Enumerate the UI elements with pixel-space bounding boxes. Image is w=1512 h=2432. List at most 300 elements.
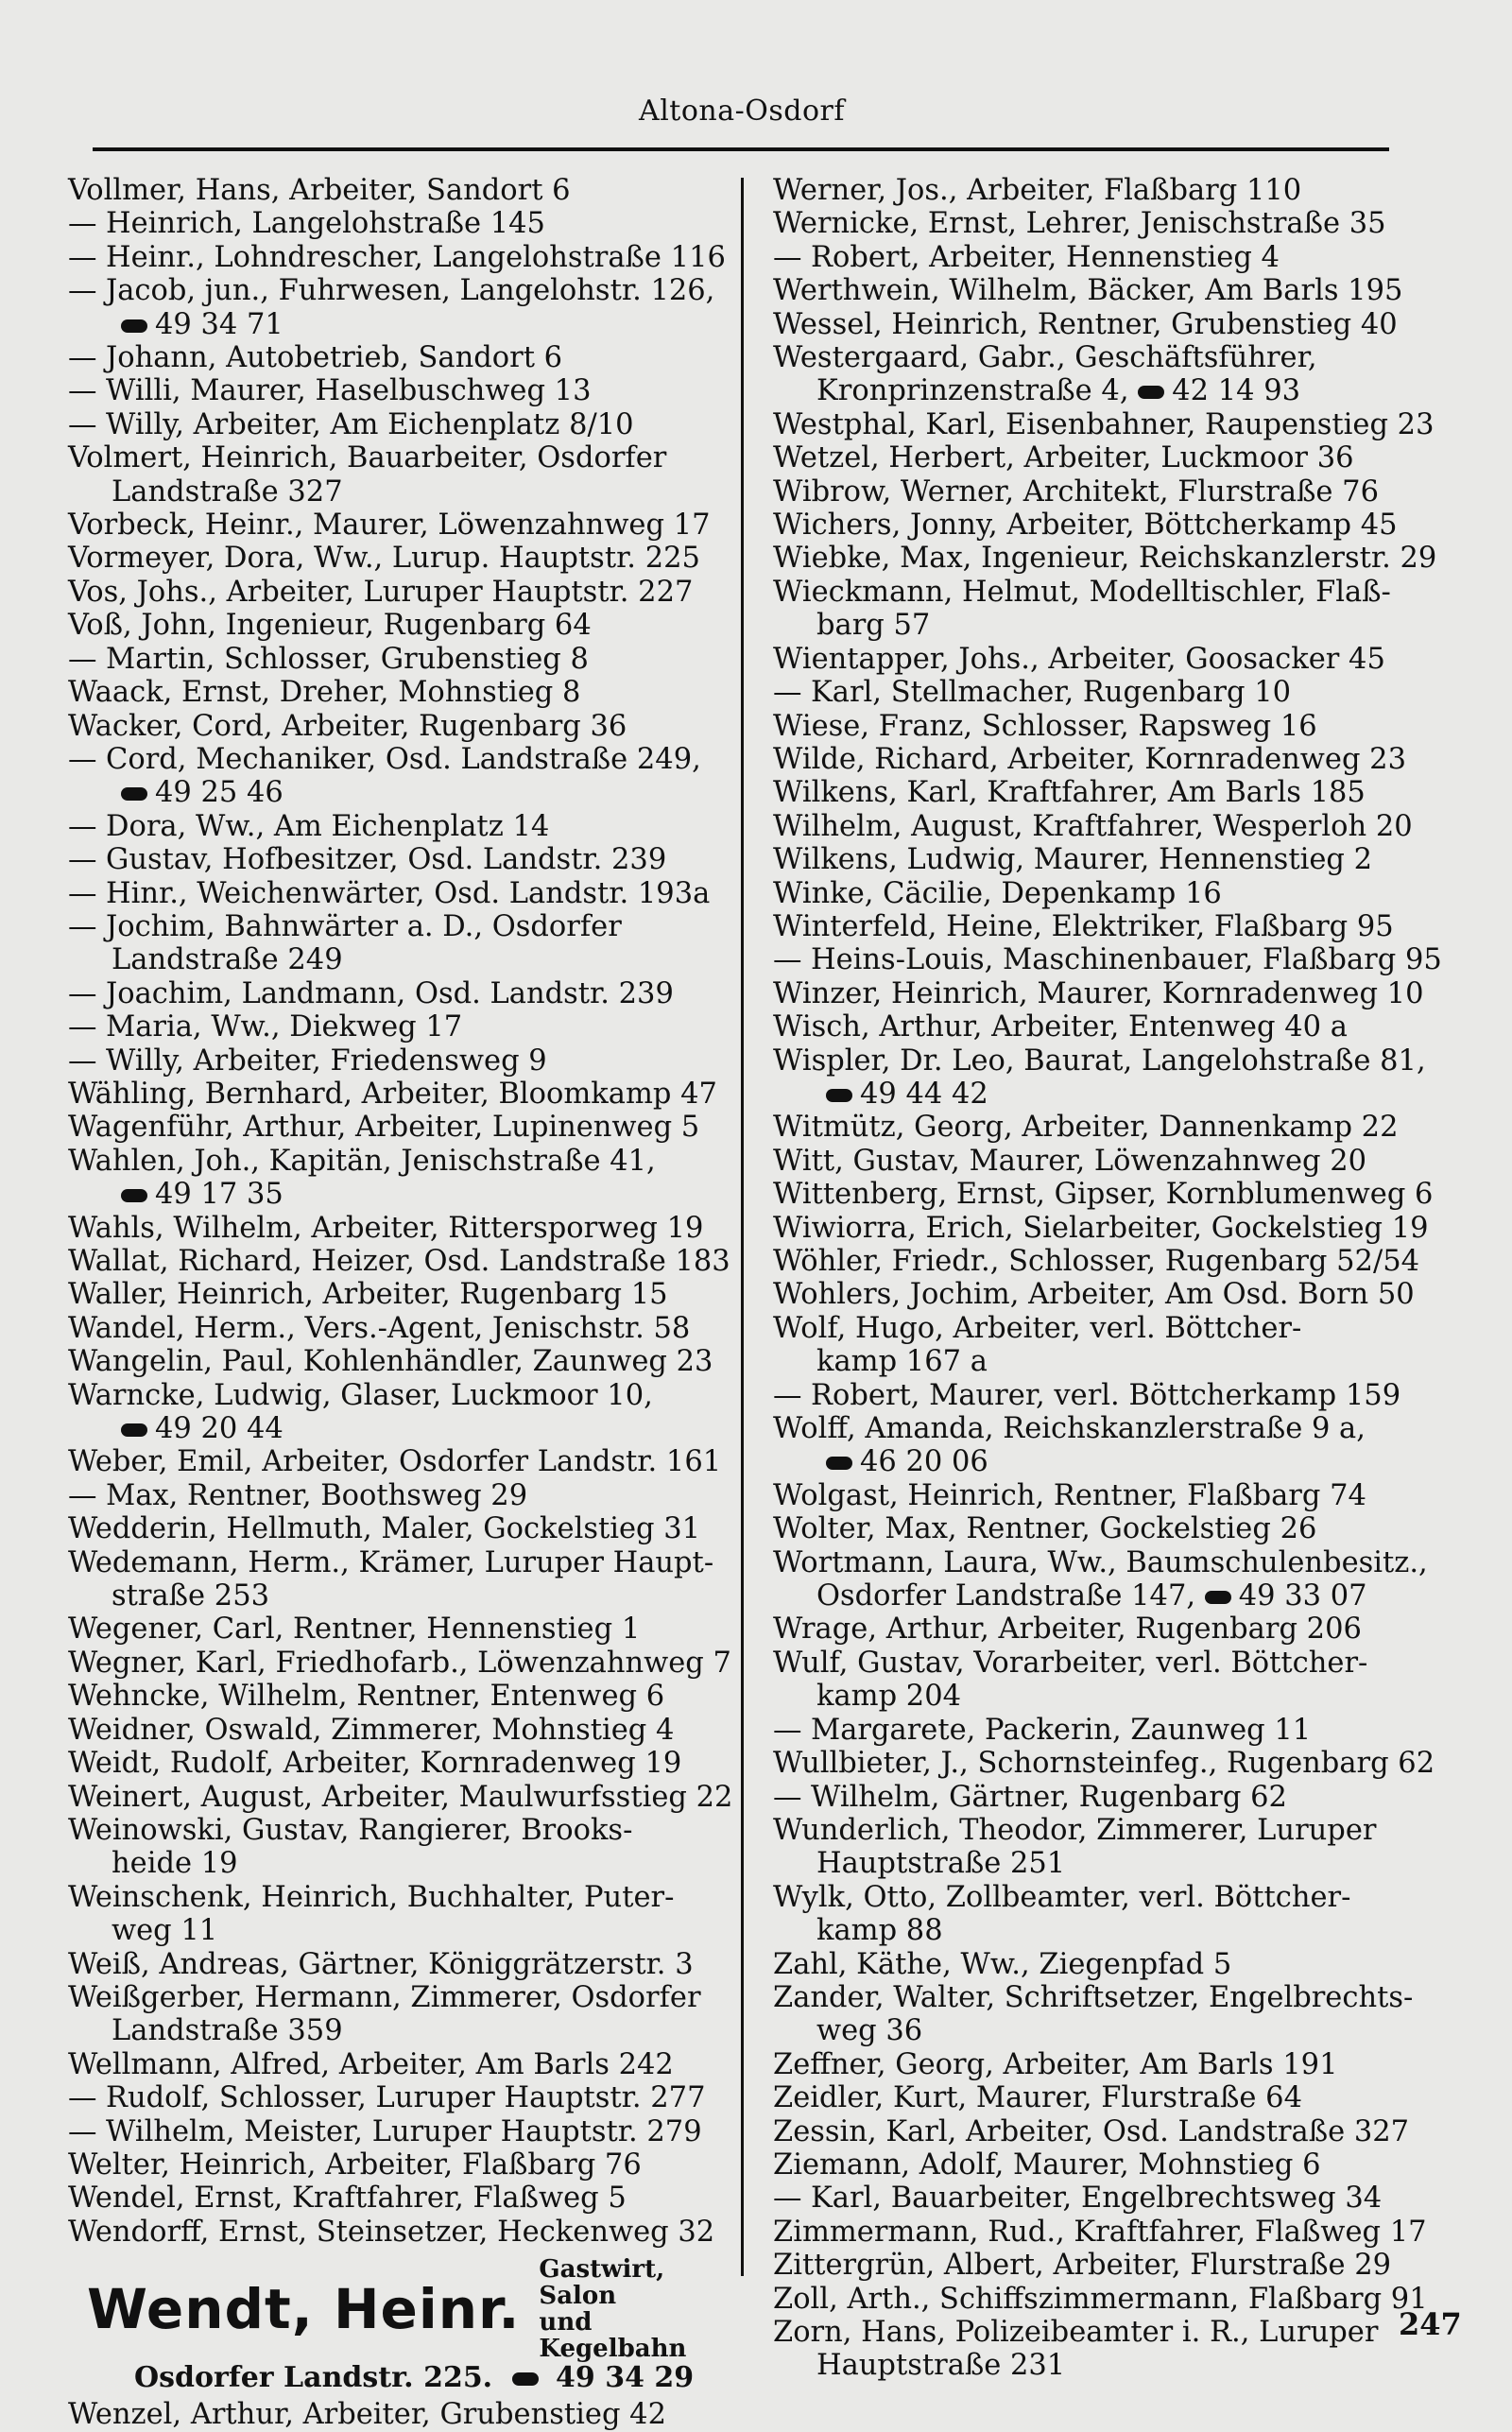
directory-entry <box>773 1145 1463 1178</box>
entry-text: Weidner, Oswald, Zimmerer, Mohnstieg 4 <box>68 1713 675 1747</box>
entry-text: Dora, Ww., Am Eichenplatz 14 <box>106 809 550 843</box>
entry-text: Jacob, jun., Fuhrwesen, Langelohstr. 126, <box>106 274 715 308</box>
entry-text: Wendel, Ernst, Kraftfahrer, Flaßweg 5 <box>68 2182 627 2216</box>
directory-entry <box>773 1245 1463 1278</box>
directory-entry <box>68 241 730 274</box>
phone-number: 49 25 46 <box>155 776 284 810</box>
directory-entry <box>68 2081 730 2114</box>
entry-text: Wernicke, Ernst, Lehrer, Jenischstraße 35 <box>773 207 1386 241</box>
directory-entry <box>68 676 730 709</box>
directory-entry <box>773 2216 1463 2249</box>
directory-entry <box>773 877 1463 910</box>
entry-text: Volmert, Heinrich, Bauarbeiter, Osdorfer <box>68 441 667 475</box>
directory-entry <box>68 1579 730 1613</box>
entry-text: Wessel, Heinrich, Rentner, Grubenstieg 40 <box>773 307 1398 341</box>
telephone-icon <box>1138 386 1164 399</box>
entry-text: Vorbeck, Heinr., Maurer, Löwenzahnweg 17 <box>68 509 711 543</box>
advertisement <box>87 2256 730 2394</box>
dash-mark: — <box>773 1378 802 1412</box>
entry-text: Wehncke, Wilhelm, Rentner, Entenweg 6 <box>68 1680 665 1714</box>
directory-entry <box>68 2148 730 2182</box>
entry-text: Weiß, Andreas, Gärtner, Königgrätzerstr. 3 <box>68 1947 694 1981</box>
entry-text: Wenzel, Arthur, Arbeiter, Grubenstieg 42 <box>68 2398 666 2432</box>
directory-entry <box>773 609 1463 642</box>
entry-text: Gustav, Hofbesitzer, Osd. Landstr. 239 <box>106 843 667 877</box>
entry-text: Wispler, Dr. Leo, Baurat, Langelohstraße 81, <box>773 1044 1426 1078</box>
entry-text: Weißgerber, Hermann, Zimmerer, Osdorfer <box>68 1980 701 2014</box>
dash-mark: — <box>68 909 97 943</box>
dash-mark: — <box>68 843 97 877</box>
dash-mark: — <box>773 1780 802 1814</box>
directory-entry <box>68 1445 730 1478</box>
directory-entry <box>773 943 1463 976</box>
directory-entry <box>68 1278 730 1311</box>
dash-mark: — <box>68 642 97 676</box>
directory-entry <box>773 977 1463 1010</box>
directory-entry <box>68 1546 730 1579</box>
directory-entry <box>773 1981 1463 2014</box>
directory-entry <box>68 743 730 776</box>
entry-text: Zimmermann, Rud., Kraftfahrer, Flaßweg 17 <box>773 2215 1427 2249</box>
directory-entry <box>773 2316 1463 2349</box>
directory-entry <box>773 1412 1463 1445</box>
directory-entry <box>773 509 1463 542</box>
directory-entry <box>68 2048 730 2081</box>
directory-entry <box>773 643 1463 676</box>
entry-text: Waller, Heinrich, Arbeiter, Rugenbarg 15 <box>68 1278 668 1312</box>
directory-entry <box>773 1212 1463 1245</box>
entry-text: Wegner, Karl, Friedhofarb., Löwenzahnweg 7 <box>68 1646 731 1680</box>
entry-text: Wallat, Richard, Heizer, Osd. Landstraße 183 <box>68 1245 730 1278</box>
entry-text: Werner, Jos., Arbeiter, Flaßbarg 110 <box>773 174 1302 207</box>
entry-text: Landstraße 327 <box>112 474 343 509</box>
directory-entry <box>68 1078 730 1111</box>
directory-entry <box>68 1881 730 1914</box>
dash-mark: — <box>68 2081 97 2115</box>
entry-text: Hinr., Weichenwärter, Osd. Landstr. 193a <box>106 876 711 910</box>
entry-text: Wedderin, Hellmuth, Maler, Gockelstieg 31 <box>68 1512 701 1546</box>
entry-text: straße 253 <box>112 1579 270 1613</box>
dash-mark: — <box>773 2182 802 2216</box>
directory-entry <box>68 2115 730 2148</box>
dash-mark: — <box>773 943 802 977</box>
directory-entry <box>68 576 730 609</box>
directory-entry <box>68 441 730 474</box>
entry-text: Wetzel, Herbert, Arbeiter, Luckmoor 36 <box>773 441 1354 475</box>
directory-entry <box>773 2014 1463 2047</box>
phone-number: 46 20 06 <box>860 1445 988 1479</box>
directory-entry <box>773 1312 1463 1345</box>
entry-text: Max, Rentner, Boothsweg 29 <box>106 1478 528 1512</box>
directory-entry <box>773 2349 1463 2382</box>
entry-text: Wilhelm, August, Kraftfahrer, Wesperloh 20 <box>773 809 1413 843</box>
directory-entry <box>773 174 1463 207</box>
entry-text: Wibrow, Werner, Architekt, Flurstraße 76 <box>773 474 1379 509</box>
entry-text: Robert, Arbeiter, Hennenstieg 4 <box>811 240 1280 274</box>
directory-entry <box>68 1512 730 1545</box>
entry-text: Kronprinzenstraße 4, <box>816 374 1129 408</box>
directory-entry <box>68 1111 730 1144</box>
directory-entry <box>68 2216 730 2249</box>
entry-text: Wendorff, Ernst, Steinsetzer, Heckenweg 32 <box>68 2215 715 2249</box>
directory-entry <box>773 207 1463 240</box>
right-entry-list <box>773 174 1463 2383</box>
directory-entry <box>773 1078 1463 1111</box>
directory-entry <box>773 1613 1463 1646</box>
directory-entry <box>68 542 730 575</box>
dash-mark: — <box>68 407 97 441</box>
directory-entry <box>773 1044 1463 1078</box>
directory-entry <box>68 910 730 943</box>
directory-entry <box>773 1881 1463 1914</box>
directory-entry <box>773 1010 1463 1044</box>
directory-entry <box>68 1212 730 1245</box>
entry-text: Wilhelm, Meister, Luruper Hauptstr. 279 <box>106 2114 702 2148</box>
directory-entry <box>68 1010 730 1044</box>
directory-entry <box>773 1445 1463 1478</box>
phone-number: 42 14 93 <box>1172 374 1301 408</box>
right-column <box>773 174 1463 2383</box>
entry-text: Vollmer, Hans, Arbeiter, Sandort 6 <box>68 174 571 207</box>
dash-mark: — <box>68 341 97 375</box>
entry-text: Hauptstraße 231 <box>816 2349 1066 2383</box>
entry-text: Wagenführ, Arthur, Arbeiter, Lupinenweg 5 <box>68 1111 700 1145</box>
dash-mark: — <box>68 240 97 274</box>
directory-entry <box>68 1613 730 1646</box>
directory-entry <box>68 1647 730 1680</box>
directory-entry <box>68 1948 730 1981</box>
entry-text: Landstraße 359 <box>112 2014 343 2048</box>
entry-text: Witmütz, Georg, Arbeiter, Dannenkamp 22 <box>773 1111 1399 1145</box>
left-entry-list <box>68 174 733 2249</box>
directory-entry <box>68 274 730 307</box>
entry-text: Wulf, Gustav, Vorarbeiter, verl. Böttcher- <box>773 1646 1368 1680</box>
phone-number: 49 34 71 <box>155 307 284 341</box>
telephone-icon <box>121 1423 147 1437</box>
directory-entry <box>773 542 1463 575</box>
directory-entry <box>773 1579 1463 1613</box>
ad-name: Wendt, Heinr. <box>87 2277 521 2342</box>
directory-entry <box>68 341 730 374</box>
directory-entry <box>773 776 1463 809</box>
entry-text: Robert, Maurer, verl. Böttcherkamp 159 <box>811 1378 1401 1412</box>
entry-text: Wöhler, Friedr., Schlosser, Rugenbarg 52/54 <box>773 1245 1420 1278</box>
entry-text: Landstraße 249 <box>112 943 343 977</box>
entry-text: kamp 204 <box>816 1680 962 1714</box>
entry-text: Wandel, Herm., Vers.-Agent, Jenischstr. 58 <box>68 1311 691 1345</box>
phone-number: 49 44 42 <box>860 1077 988 1111</box>
entry-text: Wacker, Cord, Arbeiter, Rugenbarg 36 <box>68 709 627 743</box>
directory-entry <box>773 576 1463 609</box>
entry-text: Zoll, Arth., Schiffszimmermann, Flaßbarg 91 <box>773 2282 1428 2316</box>
entry-text: Karl, Stellmacher, Rugenbarg 10 <box>811 676 1292 710</box>
entry-text: Wilhelm, Gärtner, Rugenbarg 62 <box>811 1780 1287 1814</box>
directory-entry <box>773 274 1463 307</box>
entry-text: Johann, Autobetrieb, Sandort 6 <box>106 341 563 375</box>
entry-text: Zeidler, Kurt, Maurer, Flurstraße 64 <box>773 2081 1302 2115</box>
entry-text: heide 19 <box>112 1847 238 1881</box>
directory-entry <box>68 877 730 910</box>
entry-text: Willi, Maurer, Haselbuschweg 13 <box>106 374 592 408</box>
directory-entry <box>773 1379 1463 1412</box>
directory-entry <box>68 843 730 876</box>
directory-entry <box>773 1345 1463 1378</box>
entry-text: Werthwein, Wilhelm, Bäcker, Am Barls 195 <box>773 274 1403 308</box>
entry-text: Welter, Heinrich, Arbeiter, Flaßbarg 76 <box>68 2147 642 2182</box>
dash-mark: — <box>68 1010 97 1044</box>
entry-text: Wortmann, Laura, Ww., Baumschulenbesitz., <box>773 1545 1428 1579</box>
entry-text: Wieckmann, Helmut, Modelltischler, Flaß- <box>773 575 1391 609</box>
page-number: 247 <box>1399 2306 1462 2342</box>
dash-mark: — <box>68 1044 97 1078</box>
entry-text: Zeffner, Georg, Arbeiter, Am Barls 191 <box>773 2047 1338 2081</box>
entry-text: Joachim, Landmann, Osd. Landstr. 239 <box>106 976 674 1010</box>
directory-entry <box>68 609 730 642</box>
directory-entry <box>773 1914 1463 1947</box>
directory-entry <box>68 2014 730 2047</box>
directory-entry <box>68 1145 730 1178</box>
phone-number: 49 20 44 <box>155 1412 284 1446</box>
directory-entry <box>68 1714 730 1747</box>
entry-text: Karl, Bauarbeiter, Engelbrechtsweg 34 <box>811 2182 1383 2216</box>
entry-text: Heins-Louis, Maschinenbauer, Flaßbarg 95 <box>811 943 1442 977</box>
entry-text: Wientapper, Johs., Arbeiter, Goosacker 45 <box>773 642 1385 676</box>
directory-entry <box>68 1780 733 1814</box>
dash-mark: — <box>773 240 802 274</box>
entry-text: Weber, Emil, Arbeiter, Osdorfer Landstr. 161 <box>68 1445 722 1479</box>
entry-text: Witt, Gustav, Maurer, Löwenzahnweg 20 <box>773 1144 1367 1178</box>
directory-entry <box>773 2148 1463 2182</box>
directory-entry <box>773 1512 1463 1545</box>
entry-text: Jochim, Bahnwärter a. D., Osdorfer <box>106 909 622 943</box>
directory-entry <box>68 710 730 743</box>
telephone-icon <box>1205 1591 1231 1604</box>
entry-text: Wahlen, Joh., Kapitän, Jenischstraße 41, <box>68 1144 656 1178</box>
directory-entry <box>773 910 1463 943</box>
entry-text: Osdorfer Landstraße 147, <box>816 1579 1196 1613</box>
directory-entry <box>773 1714 1463 1747</box>
directory-entry <box>773 1111 1463 1144</box>
directory-entry <box>773 843 1463 876</box>
entry-text: Cord, Mechaniker, Osd. Landstraße 249, <box>106 742 701 776</box>
entry-text: Rudolf, Schlosser, Luruper Hauptstr. 277 <box>106 2081 706 2115</box>
entry-text: Willy, Arbeiter, Am Eichenplatz 8/10 <box>106 407 634 441</box>
directory-entry <box>68 776 730 809</box>
directory-entry <box>773 1647 1463 1680</box>
entry-text: Heinr., Lohndrescher, Langelohstraße 116 <box>106 240 726 274</box>
directory-entry <box>68 1914 730 1947</box>
entry-text: Vos, Johs., Arbeiter, Luruper Hauptstr. 227 <box>68 575 694 609</box>
entry-text: weg 36 <box>816 2014 923 2048</box>
dash-mark: — <box>68 2114 97 2148</box>
dash-mark: — <box>68 274 97 308</box>
entry-text: Wiese, Franz, Schlosser, Rapsweg 16 <box>773 709 1317 743</box>
telephone-icon <box>121 1189 147 1202</box>
entry-text: Wahls, Wilhelm, Arbeiter, Rittersporweg 19 <box>68 1211 704 1245</box>
entry-text: Waack, Ernst, Dreher, Mohnstieg 8 <box>68 676 581 710</box>
directory-entry <box>68 308 730 341</box>
entry-text: Weinert, August, Arbeiter, Maulwurfsstieg 22 <box>68 1780 733 1814</box>
directory-entry <box>773 241 1463 274</box>
directory-entry <box>68 1981 730 2014</box>
entry-text: Wylk, Otto, Zollbeamter, verl. Böttcher- <box>773 1880 1351 1914</box>
column-divider <box>741 178 744 2276</box>
entry-text: Wullbieter, J., Schornsteinfeg., Rugenbarg 62 <box>773 1747 1435 1781</box>
directory-entry <box>68 2398 730 2431</box>
entry-text: Winke, Cäcilie, Depenkamp 16 <box>773 876 1222 910</box>
dash-mark: — <box>68 1478 97 1512</box>
directory-entry <box>773 2283 1463 2316</box>
directory-entry <box>68 1312 730 1345</box>
directory-entry <box>68 475 730 509</box>
dash-mark: — <box>773 1713 802 1747</box>
entry-text: Weinschenk, Heinrich, Buchhalter, Puter- <box>68 1880 675 1914</box>
directory-entry <box>773 441 1463 474</box>
entry-text: Weinowski, Gustav, Rangierer, Brooks- <box>68 1813 633 1847</box>
entry-text: Winterfeld, Heine, Elektriker, Flaßbarg 95 <box>773 909 1394 943</box>
entry-text: Westergaard, Gabr., Geschäftsführer, <box>773 341 1317 375</box>
directory-entry <box>68 207 730 240</box>
entry-text: Wiebke, Max, Ingenieur, Reichskanzlerstr. 29 <box>773 542 1437 576</box>
entry-text: Westphal, Karl, Eisenbahner, Raupenstieg 23 <box>773 407 1435 441</box>
directory-entry <box>773 1479 1463 1512</box>
entry-text: Wrage, Arthur, Arbeiter, Rugenbarg 206 <box>773 1613 1362 1647</box>
entry-text: Wellmann, Alfred, Arbeiter, Am Barls 242 <box>68 2047 674 2081</box>
directory-entry <box>773 1278 1463 1311</box>
directory-entry <box>68 1412 730 1445</box>
entry-text: Winzer, Heinrich, Maurer, Kornradenweg 10 <box>773 976 1424 1010</box>
ad-phone: 49 34 29 <box>556 2361 695 2395</box>
entry-text: Warncke, Ludwig, Glaser, Luckmoor 10, <box>68 1378 653 1412</box>
entry-text: Weidt, Rudolf, Arbeiter, Kornradenweg 19 <box>68 1747 682 1781</box>
directory-entry <box>773 1546 1463 1579</box>
entry-text: Wohlers, Jochim, Arbeiter, Am Osd. Born 50 <box>773 1278 1415 1312</box>
left-after-ad-list <box>68 2398 730 2431</box>
entry-text: Martin, Schlosser, Grubenstieg 8 <box>106 642 589 676</box>
entry-text: Wittenberg, Ernst, Gipser, Kornblumenweg 6 <box>773 1178 1434 1212</box>
directory-entry <box>773 1847 1463 1880</box>
directory-entry <box>68 1044 730 1078</box>
entry-text: Wedemann, Herm., Krämer, Luruper Haupt- <box>68 1545 714 1579</box>
directory-entry <box>68 408 730 441</box>
entry-text: Wähling, Bernhard, Arbeiter, Bloomkamp 47 <box>68 1077 717 1111</box>
directory-entry <box>68 1178 730 1211</box>
telephone-icon <box>121 319 147 333</box>
dash-mark: — <box>68 374 97 408</box>
directory-entry <box>773 308 1463 341</box>
entry-text: Vormeyer, Dora, Ww., Lurup. Hauptstr. 225 <box>68 542 700 576</box>
telephone-icon <box>121 787 147 801</box>
dash-mark: — <box>68 207 97 241</box>
entry-text: Wolf, Hugo, Arbeiter, verl. Böttcher- <box>773 1311 1302 1345</box>
phone-number: 49 17 35 <box>155 1178 284 1212</box>
directory-entry <box>773 374 1463 407</box>
entry-text: kamp 167 a <box>816 1345 988 1379</box>
directory-entry <box>68 977 730 1010</box>
directory-entry <box>773 676 1463 709</box>
entry-text: Wangelin, Paul, Kohlenhändler, Zaunweg 23 <box>68 1345 713 1379</box>
dash-mark: — <box>68 809 97 843</box>
entry-text: Wichers, Jonny, Arbeiter, Böttcherkamp 45 <box>773 509 1398 543</box>
directory-entry <box>68 1814 730 1847</box>
dash-mark: — <box>68 976 97 1010</box>
ad-desc-line2: und Kegelbahn <box>539 2308 687 2364</box>
directory-entry <box>773 2182 1463 2215</box>
directory-entry <box>68 1847 730 1880</box>
entry-text: Wilkens, Ludwig, Maurer, Hennenstieg 2 <box>773 843 1373 877</box>
entry-text: Heinrich, Langelohstraße 145 <box>106 207 545 241</box>
entry-text: Zorn, Hans, Polizeibeamter i. R., Luruper <box>773 2316 1379 2349</box>
entry-text: Margarete, Packerin, Zaunweg 11 <box>811 1713 1312 1747</box>
phone-number: 49 33 07 <box>1238 1579 1367 1613</box>
dash-mark: — <box>68 742 97 776</box>
directory-entry <box>773 1680 1463 1713</box>
entry-text: Wolgast, Heinrich, Rentner, Flaßbarg 74 <box>773 1478 1366 1512</box>
entry-text: Wunderlich, Theodor, Zimmerer, Luruper <box>773 1813 1377 1847</box>
directory-entry <box>68 1345 730 1378</box>
directory-entry <box>68 1245 730 1278</box>
directory-entry <box>68 810 730 843</box>
directory-entry <box>773 710 1463 743</box>
page-header: Altona-Osdorf <box>639 95 845 128</box>
entry-text: Wolff, Amanda, Reichskanzlerstraße 9 a, <box>773 1412 1366 1446</box>
directory-entry <box>773 810 1463 843</box>
dash-mark: — <box>773 676 802 710</box>
directory-entry <box>68 643 730 676</box>
directory-entry <box>68 374 730 407</box>
telephone-icon <box>826 1089 852 1102</box>
entry-text: Wegener, Carl, Rentner, Hennenstieg 1 <box>68 1613 641 1647</box>
telephone-icon <box>826 1457 852 1470</box>
directory-entry <box>68 943 730 976</box>
directory-entry <box>773 1948 1463 1981</box>
entry-text: Zittergrün, Albert, Arbeiter, Flurstraße 29 <box>773 2249 1392 2283</box>
entry-text: Wolter, Max, Rentner, Gockelstieg 26 <box>773 1512 1317 1546</box>
entry-text: Zander, Walter, Schriftsetzer, Engelbrechts- <box>773 1980 1414 2014</box>
dash-mark: — <box>68 876 97 910</box>
directory-entry <box>773 2249 1463 2282</box>
directory-entry <box>68 509 730 542</box>
directory-entry <box>68 1680 730 1713</box>
ad-address: Osdorfer Landstr. 225. <box>134 2361 493 2395</box>
left-column <box>68 174 733 2432</box>
telephone-icon <box>512 2372 539 2386</box>
directory-entry <box>68 1379 730 1412</box>
directory-entry <box>773 1781 1463 1814</box>
directory-entry <box>68 2182 730 2215</box>
directory-entry <box>773 2048 1463 2081</box>
entry-text: barg 57 <box>816 609 931 643</box>
directory-entry <box>773 1178 1463 1211</box>
entry-text: Wilde, Richard, Arbeiter, Kornradenweg 23 <box>773 742 1406 776</box>
directory-entry <box>68 1747 730 1780</box>
entry-text: Hauptstraße 251 <box>816 1847 1066 1881</box>
entry-text: kamp 88 <box>816 1914 943 1948</box>
entry-text: Zahl, Käthe, Ww., Ziegenpfad 5 <box>773 1947 1232 1981</box>
directory-entry <box>68 174 730 207</box>
directory-entry <box>68 1479 730 1512</box>
directory-entry <box>773 1814 1463 1847</box>
directory-entry <box>773 475 1463 509</box>
ad-desc-line1: Gastwirt, Salon <box>539 2255 665 2311</box>
header-rule <box>93 147 1389 151</box>
directory-entry <box>773 1747 1463 1780</box>
entry-text: Zessin, Karl, Arbeiter, Osd. Landstraße 327 <box>773 2114 1410 2148</box>
entry-text: Wisch, Arthur, Arbeiter, Entenweg 40 a <box>773 1010 1348 1044</box>
entry-text: Ziemann, Adolf, Maurer, Mohnstieg 6 <box>773 2147 1321 2182</box>
directory-entry <box>773 341 1463 374</box>
entry-text: Wiwiorra, Erich, Sielarbeiter, Gockelstieg 19 <box>773 1211 1429 1245</box>
